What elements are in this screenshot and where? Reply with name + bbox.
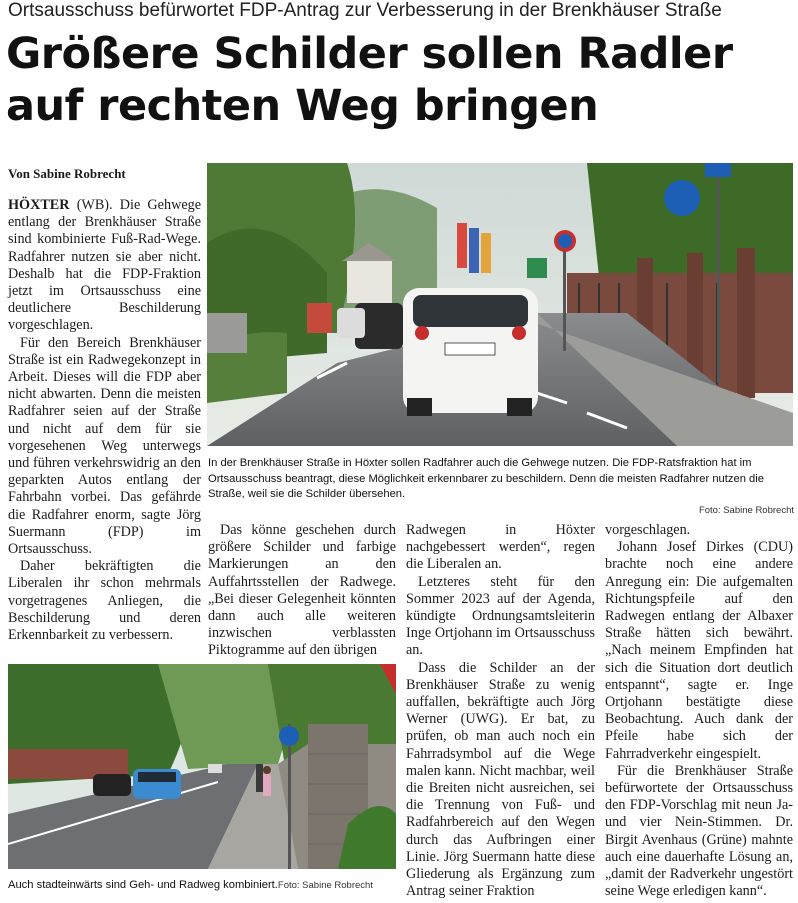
paragraph: Dass die Schilder an der Brenkhäuser Straße zu wenig auffallen, bekräftigte auch Jörg Werner (UWG). Er bat, zu prüfen, ob man auch noch ein Fahrradsymbol auf die Wege malen kann. Nicht machbar, weil die Breiten nicht ausreichen, sei die Trennung von Fuß- und Radfahrbereich auf den Wegen durch das Aufbringen einer Linie. Jörg Suermann hatte diese Gliederung als Ergänzung zum Antrag seiner Fraktion bbox=[406, 659, 595, 900]
paragraph: Für die Brenkhäuser Straße befürwortete der Ortsausschuss den FDP-Vorschlag mit neun Ja- und vier Nein-Stimmen. Dr. Birgit Avenhaus (Grüne) mahnte auch eine dauerhafte Lösung an, „damit der Radverkehr ungestört seine Wege erledigen kann“. bbox=[605, 762, 793, 900]
photo-caption-2: Auch stadteinwärts sind Geh- und Radweg kombiniert.Foto: Sabine Robrecht bbox=[8, 879, 373, 891]
paragraph: HÖXTER (WB). Die Gehwege entlang der Brenkhäuser Straße sind kombinierte Fuß-Rad-Wege. Radfahrer nutzen sie aber nicht. Deshalb hat die FDP-Fraktion jetzt im Ortsausschuss eine deutlichere Beschilderung vorgeschlagen. bbox=[8, 197, 202, 334]
column-1 bbox=[8, 197, 201, 644]
headline-line-1: Größere Schilder sollen Radler bbox=[6, 29, 733, 79]
paragraph: Letzteres steht für den Sommer 2023 auf der Agenda, kündigte Ordnungsamtsleiterin Inge Ortjohann im Ortsausschuss an. bbox=[406, 573, 595, 659]
paragraph: vorgeschlagen. bbox=[605, 522, 691, 538]
kicker: Ortsausschuss befürwortet FDP-Antrag zur Verbesserung in der Brenkhäuser Straße bbox=[8, 0, 722, 21]
column-2 bbox=[208, 522, 396, 660]
dateline: HÖXTER bbox=[8, 197, 70, 213]
byline: Von Sabine Robrecht bbox=[8, 166, 126, 181]
paragraph: Daher bekräftigten die Liberalen ihr schon mehrmals vorgetragenes Anliegen, die Beschilderung und deren Erkennbarkeit zu verbessern. bbox=[8, 558, 201, 644]
column-4 bbox=[605, 522, 793, 900]
paragraph: Radwegen in Höxter nachgebessert werden“, regen die Liberalen an. bbox=[406, 522, 595, 573]
paragraph: Für den Bereich Brenkhäuser Straße ist ein Radwegekonzept in Arbeit. Dieses will die FDP aber nicht abwarten. Denn die meisten Radfahrer seien auf der Straße und nicht auf dem für sie vorgesehenen Weg unterwegs und führen verkehrswidrig an den geparkten Autos entlang der Fahrbahn vorbei. Das gefährde die Radfahrer enorm, sagte Jörg Suermann (FDP) im Ortsausschuss. bbox=[8, 334, 201, 558]
photo-credit-1: Foto: Sabine Robrecht bbox=[698, 504, 794, 516]
photo-street-cars bbox=[207, 163, 793, 446]
headline-line-2: auf rechten Weg bringen bbox=[6, 81, 599, 131]
column-3 bbox=[406, 522, 595, 900]
paragraph: Johann Josef Dirkes (CDU) brachte noch eine andere Anregung ein: Die aufgemalten Richtungspfeile auf den Radwegen entlang der Albaxer Straße hätten sich bewährt. „Nach meinem Empfinden hat sich die Situation dort deutlich entspannt“, sagte er. Inge Ortjohann bestätigte diese Beobachtung. Auch dank der Pfeile habe sich der Fahrradverkehr eingespielt. bbox=[605, 539, 793, 762]
photo-caption-1: In der Brenkhäuser Straße in Höxter sollen Radfahrer auch die Gehwege nutzen. Die FDP-Ratsfraktion hat im Ortsausschuss beantragt, diese Möglichkeit erkennbarer zu beschildern. Denn die meisten Radfahrer nutzen die Straße, weil sie die Schilder übersehen. Foto: Sabine Robrecht bbox=[208, 456, 794, 518]
photo-street-inbound bbox=[8, 664, 396, 869]
photo-credit-2: Foto: Sabine Robrecht bbox=[277, 880, 373, 891]
paragraph: Das könne geschehen durch größere Schilder und farbige Markierungen an den Auffahrtsstellen der Radwege. „Bei dieser Gelegenheit könnten dann auch alle weiteren inzwischen verblassten Piktogramme auf den übrigen bbox=[208, 522, 396, 659]
headline bbox=[6, 28, 796, 132]
